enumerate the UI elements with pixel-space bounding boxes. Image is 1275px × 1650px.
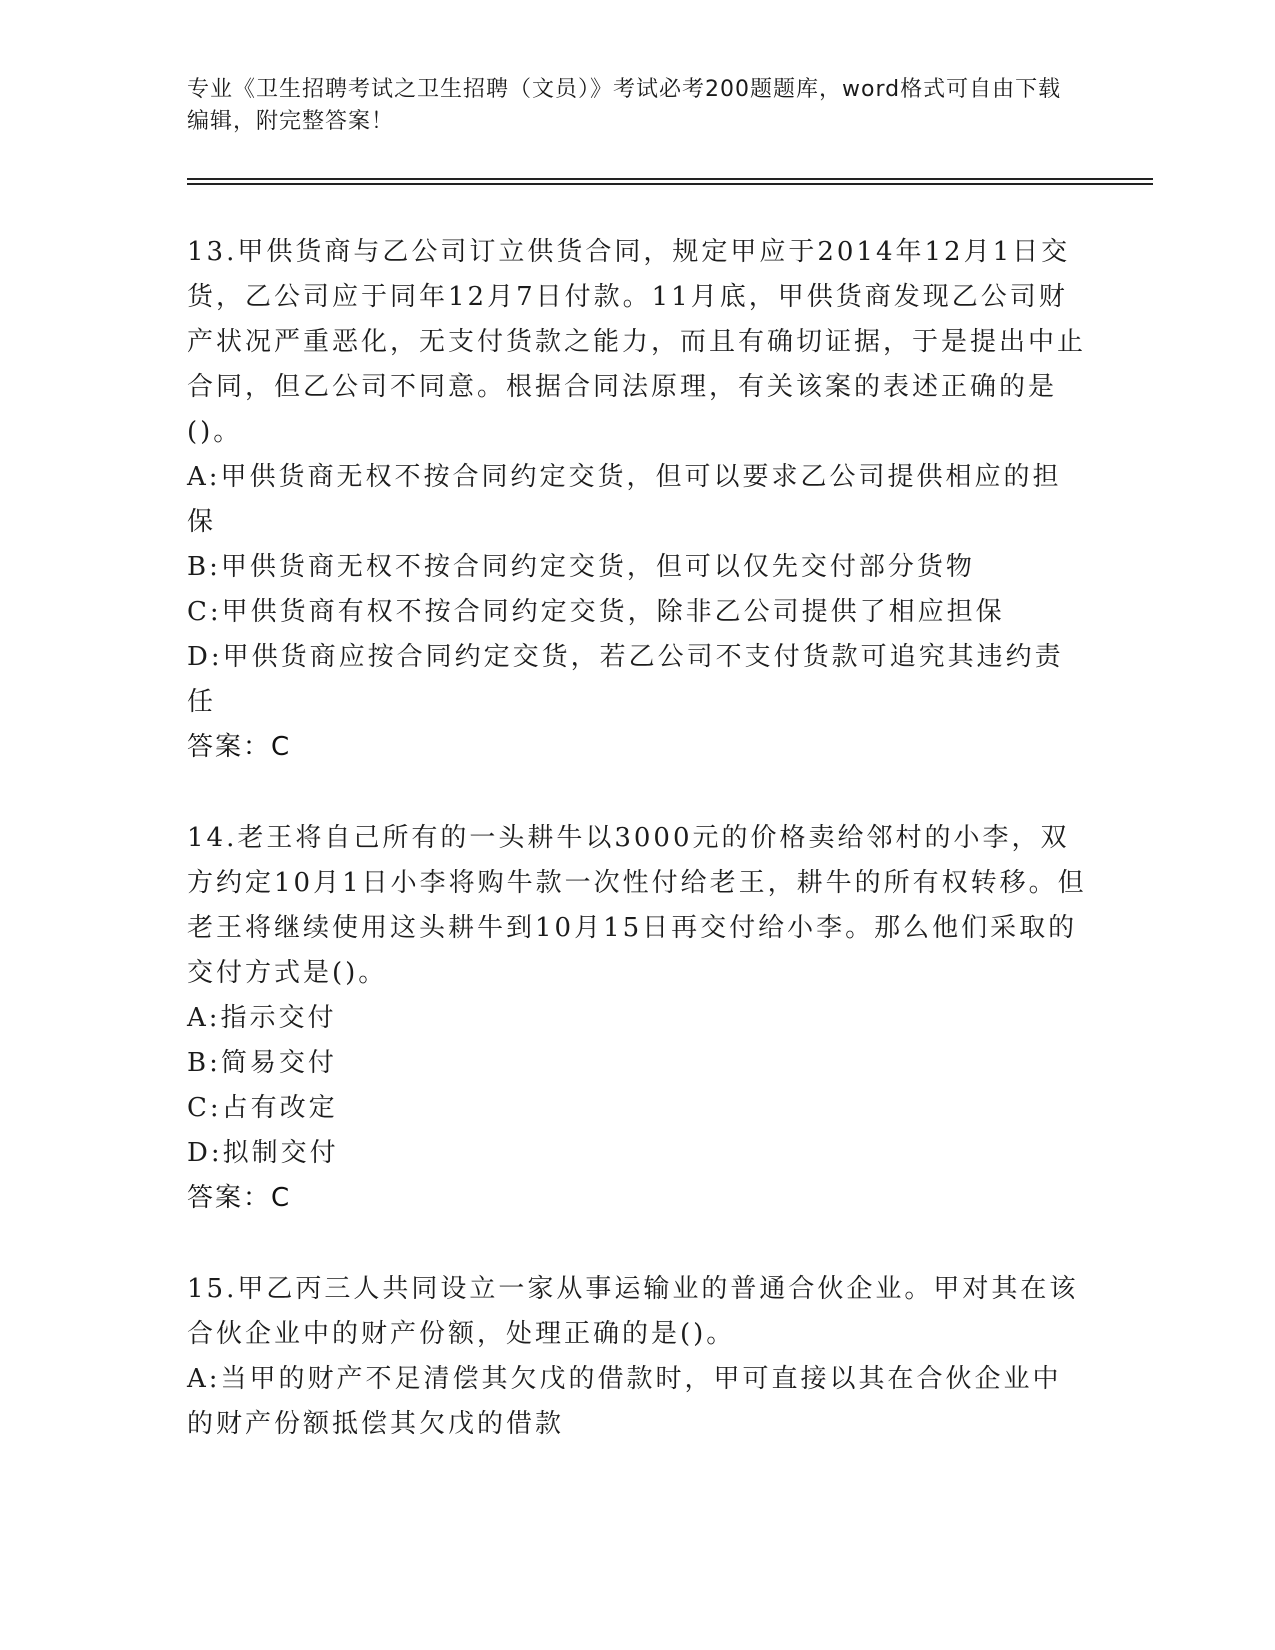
header-divider-top bbox=[187, 178, 1153, 180]
answer-label: 答案：C bbox=[187, 1183, 292, 1213]
option-a: A:甲供货商无权不按合同约定交货，但可以要求乙公司提供相应的担保 bbox=[187, 462, 1062, 537]
option-a: A:当甲的财产不足清偿其欠戊的借款时，甲可直接以其在合伙企业中的财产份额抵偿其欠戊的借款 bbox=[187, 1364, 1062, 1439]
question-13 bbox=[187, 230, 1087, 770]
question-stem: 15.甲乙丙三人共同设立一家从事运输业的普通合伙企业。甲对其在该合伙企业中的财产份额，处理正确的是()。 bbox=[187, 1274, 1079, 1349]
option-a: A:指示交付 bbox=[187, 1003, 337, 1033]
header-divider-bottom bbox=[187, 183, 1153, 185]
document-header: 专业《卫生招聘考试之卫生招聘（文员）》考试必考200题题库，word格式可自由下载编辑，附完整答案！ bbox=[187, 77, 1062, 134]
option-d: D:拟制交付 bbox=[187, 1138, 339, 1168]
option-c: C:占有改定 bbox=[187, 1093, 338, 1123]
option-b: B:简易交付 bbox=[187, 1048, 337, 1078]
option-c: C:甲供货商有权不按合同约定交货，除非乙公司提供了相应担保 bbox=[187, 597, 1005, 627]
answer-label: 答案：C bbox=[187, 732, 292, 762]
question-14 bbox=[187, 816, 1087, 1221]
question-15 bbox=[187, 1267, 1087, 1447]
option-b: B:甲供货商无权不按合同约定交货，但可以仅先交付部分货物 bbox=[187, 552, 975, 582]
question-stem: 13.甲供货商与乙公司订立供货合同，规定甲应于2014年12月1日交货，乙公司应于同年12月7日付款。11月底，甲供货商发现乙公司财产状况严重恶化，无支付货款之能力，而且有确切证据，于是提出中止合同，但乙公司不同意。根据合同法原理，有关该案的表述正确的是()。 bbox=[187, 237, 1087, 447]
question-stem: 14.老王将自己所有的一头耕牛以3000元的价格卖给邻村的小李，双方约定10月1日小李将购牛款一次性付给老王，耕牛的所有权转移。但老王将继续使用这头耕牛到10月15日再交付给小李。那么他们采取的交付方式是()。 bbox=[187, 823, 1087, 988]
option-d: D:甲供货商应按合同约定交货，若乙公司不支付货款可追究其违约责任 bbox=[187, 642, 1064, 717]
question-list bbox=[187, 230, 1087, 1493]
